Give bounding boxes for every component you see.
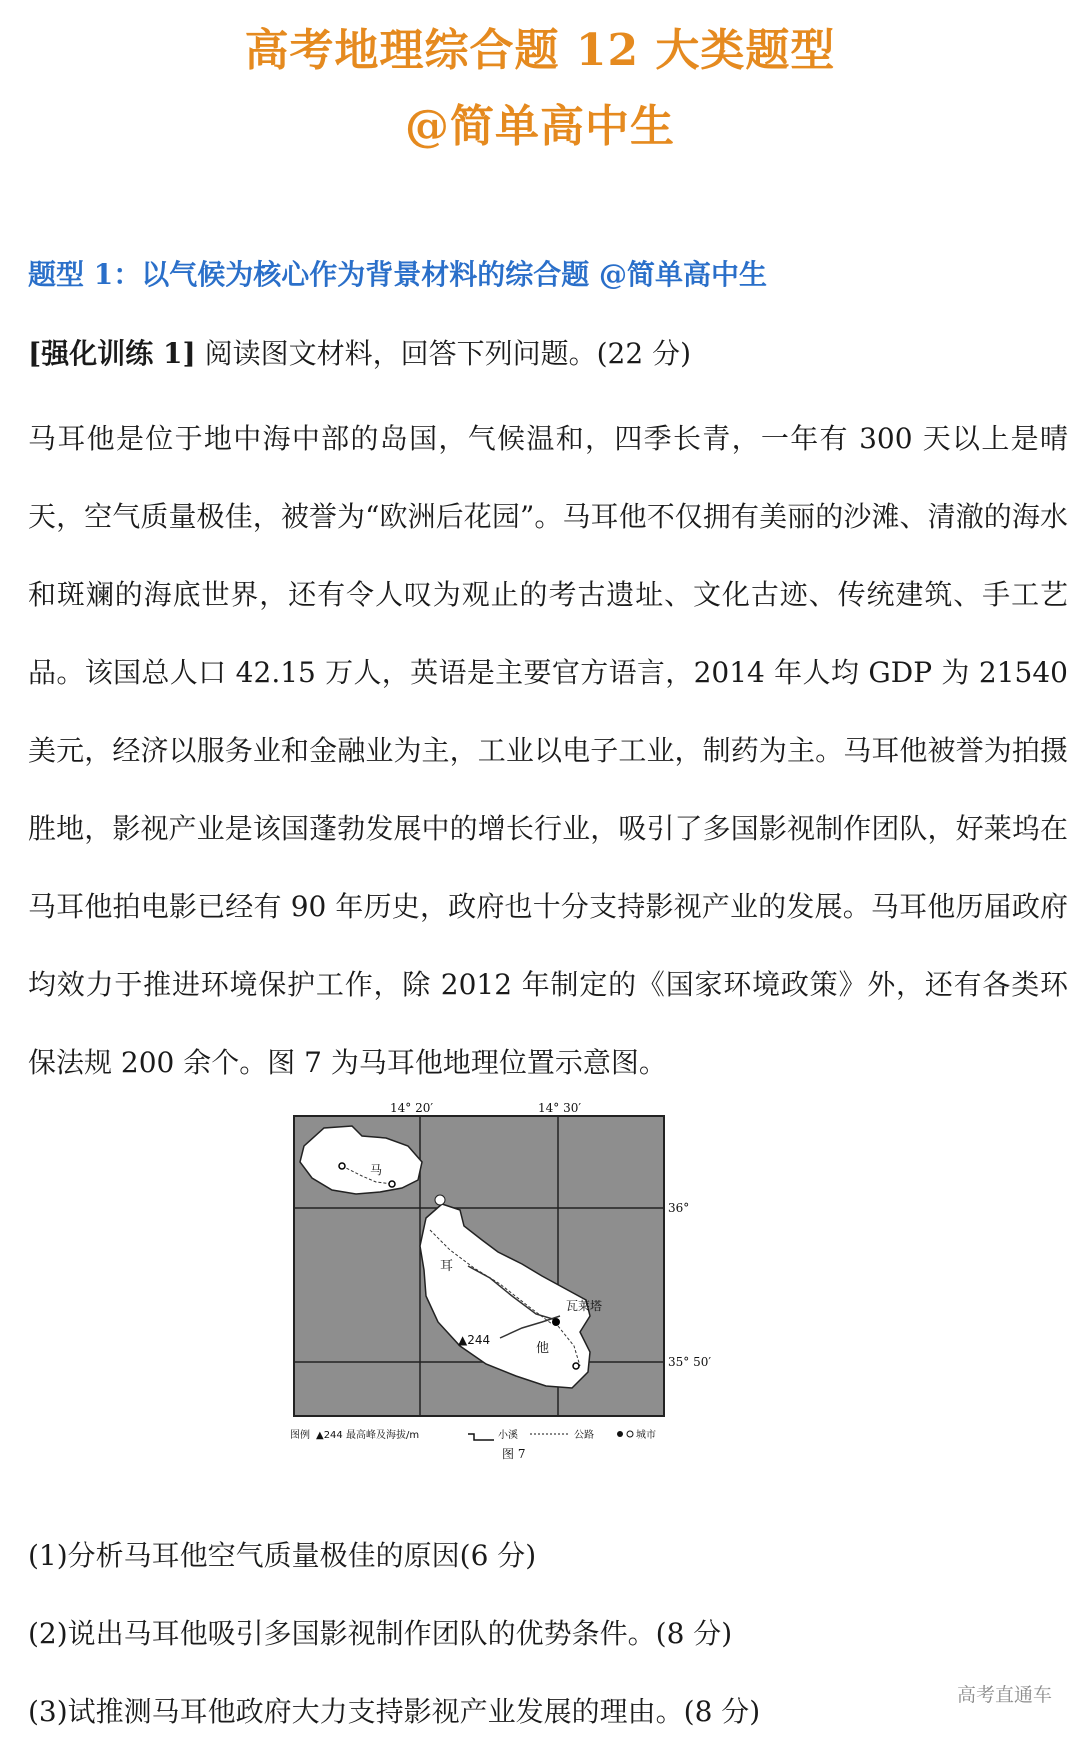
city-marker [389,1181,395,1187]
map-label-peak: ▲244 [458,1333,491,1347]
city-valletta-marker [552,1318,560,1326]
question-3: (3)试推测马耳他政府大力支持影视产业发展的理由。(8 分) [28,1695,761,1728]
section-heading: 题型 1：以气候为核心作为背景材料的综合题 @简单高中生 [28,258,767,291]
exercise-intro [28,332,691,372]
legend-stream-symbol [468,1434,494,1440]
latitude-label-top: 36° [668,1201,690,1215]
page-subtitle: @简单高中生 [405,101,675,152]
exercise-instruction: 阅读图文材料，回答下列问题。(22 分) [195,337,692,370]
figure-caption: 图 7 [502,1447,526,1461]
comino-islet [435,1195,445,1205]
malta-map-figure [290,1100,760,1520]
legend-city: 城市 [636,1430,656,1441]
page-title: 高考地理综合题 12 大类题型 [244,25,836,76]
latitude-label-bottom: 35° 50′ [668,1355,712,1369]
legend-prefix: 图例 [290,1430,310,1441]
map-label-er: 耳 [440,1259,454,1274]
map-label-valletta: 瓦莱塔 [566,1299,603,1313]
city-marker [339,1163,345,1169]
exercise-label: [强化训练 1] [28,337,196,370]
longitude-label-right: 14° 30′ [538,1101,582,1115]
question-2: (2)说出马耳他吸引多国影视制作团队的优势条件。(8 分) [28,1617,733,1650]
question-1: (1)分析马耳他空气质量极佳的原因(6 分) [28,1539,537,1572]
map-label-ta: 他 [536,1341,550,1356]
watermark: 高考直通车 [956,1684,1052,1706]
legend-road: 公路 [574,1430,594,1441]
material-paragraph: 马耳他是位于地中海中部的岛国，气候温和，四季长青，一年有 300 天以上是晴天，空气质量极佳，被誉为“欧洲后花园”。马耳他不仅拥有美丽的沙滩、清澈的海水和斑斓的海底世界，还有令人叹为观止的考古遗址、文化古迹、传统建筑、手工艺品。该国总人口 42.15 万人，英语是主要官方语言，2014 年人均 GDP 为 21540 美元，经济以服务业和金融业为主，工业以电子工业，制药为主。马耳他被誉为拍摄胜地，影视产业是该国蓬勃发展中的增长行业，吸引了多国影视制作团队，好莱坞在马耳他拍电影已经有 90 年历史，政府也十分支持影视产业的发展。马耳他历届政府均效力于推进环境保护工作，除 2012 年制定的《国家环境政策》外，还有各类环保法规 200 余个。图 7 为马耳他地理位置示意图。 [28,422,1068,1079]
legend-peak: ▲244 最高峰及海拔/m [316,1430,420,1441]
legend-city-symbol [617,1431,623,1437]
legend-stream: 小溪 [498,1430,518,1441]
legend-city-symbol [627,1431,633,1437]
city-marker [573,1363,579,1369]
map-label-ma: 马 [370,1163,383,1177]
longitude-label-left: 14° 20′ [390,1101,434,1115]
